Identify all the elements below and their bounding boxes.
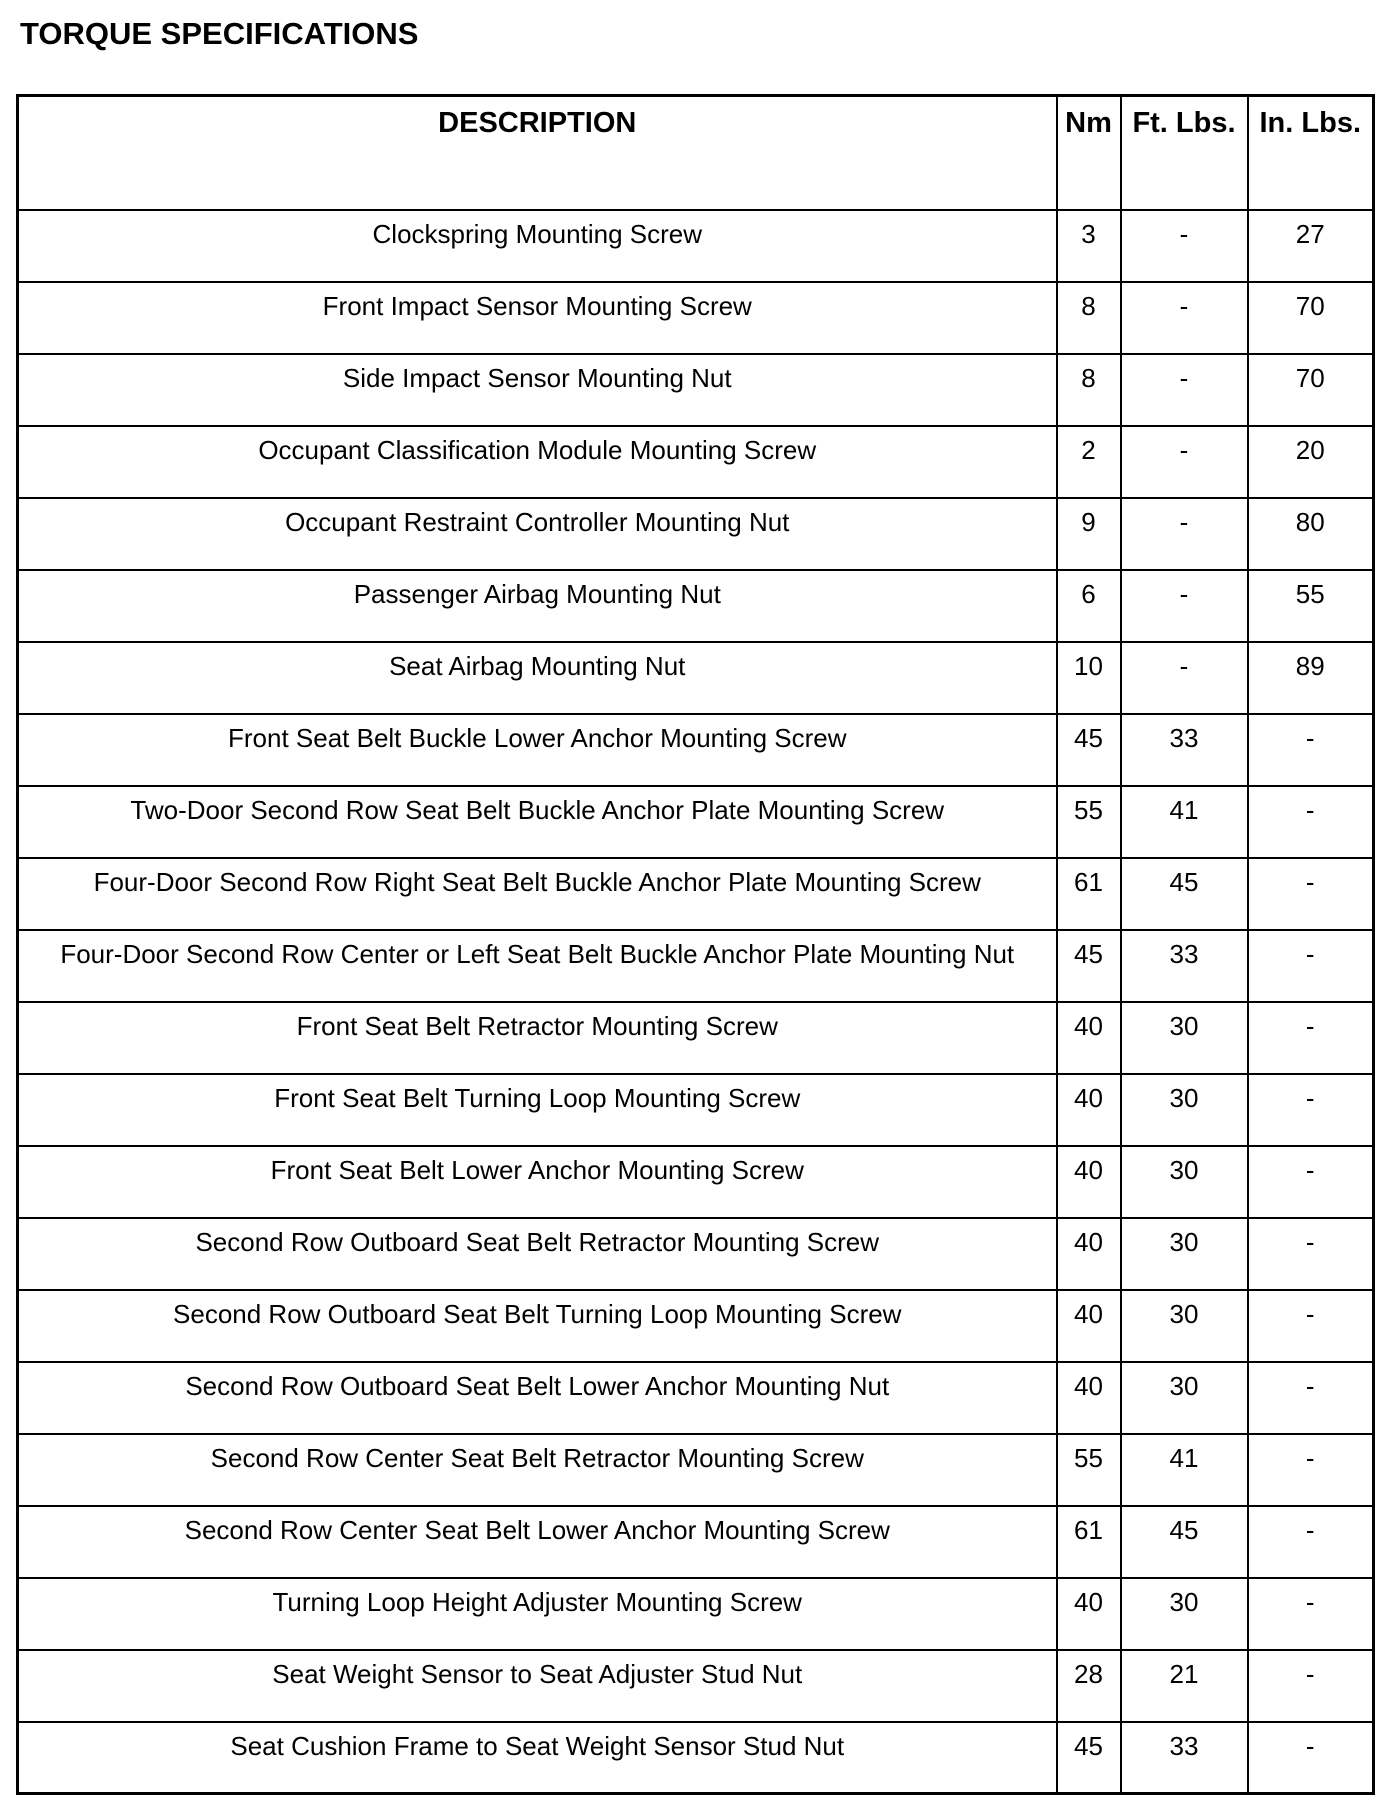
cell-in-lbs: -: [1248, 1146, 1374, 1218]
cell-in-lbs: -: [1248, 714, 1374, 786]
cell-in-lbs: 20: [1248, 426, 1374, 498]
cell-nm: 2: [1057, 426, 1121, 498]
cell-nm: 40: [1057, 1074, 1121, 1146]
cell-description: Second Row Center Seat Belt Lower Anchor Mounting Screw: [18, 1506, 1057, 1578]
cell-description: Second Row Outboard Seat Belt Retractor Mounting Screw: [18, 1218, 1057, 1290]
table-row: [18, 714, 1374, 786]
column-header-in-lbs: In. Lbs.: [1248, 96, 1374, 210]
cell-ft-lbs: -: [1121, 642, 1248, 714]
cell-in-lbs: -: [1248, 1362, 1374, 1434]
cell-ft-lbs: 21: [1121, 1650, 1248, 1722]
cell-nm: 55: [1057, 1434, 1121, 1506]
cell-nm: 8: [1057, 282, 1121, 354]
cell-nm: 10: [1057, 642, 1121, 714]
cell-nm: 61: [1057, 858, 1121, 930]
cell-description: Front Seat Belt Lower Anchor Mounting Screw: [18, 1146, 1057, 1218]
table-row: [18, 786, 1374, 858]
cell-nm: 61: [1057, 1506, 1121, 1578]
cell-in-lbs: -: [1248, 1506, 1374, 1578]
cell-description: Seat Airbag Mounting Nut: [18, 642, 1057, 714]
cell-ft-lbs: 30: [1121, 1218, 1248, 1290]
cell-ft-lbs: 30: [1121, 1362, 1248, 1434]
cell-nm: 28: [1057, 1650, 1121, 1722]
table-row: [18, 642, 1374, 714]
cell-in-lbs: -: [1248, 1434, 1374, 1506]
page-title: TORQUE SPECIFICATIONS: [20, 16, 419, 51]
cell-description: Four-Door Second Row Right Seat Belt Buckle Anchor Plate Mounting Screw: [18, 858, 1057, 930]
cell-in-lbs: -: [1248, 1650, 1374, 1722]
table-header-row: [18, 96, 1374, 210]
table-row: [18, 1578, 1374, 1650]
table-row: [18, 354, 1374, 426]
cell-description: Seat Weight Sensor to Seat Adjuster Stud Nut: [18, 1650, 1057, 1722]
table-row: [18, 282, 1374, 354]
table-row: [18, 1362, 1374, 1434]
cell-nm: 9: [1057, 498, 1121, 570]
table-row: [18, 498, 1374, 570]
cell-description: Second Row Center Seat Belt Retractor Mounting Screw: [18, 1434, 1057, 1506]
cell-in-lbs: -: [1248, 1074, 1374, 1146]
cell-description: Second Row Outboard Seat Belt Lower Anchor Mounting Nut: [18, 1362, 1057, 1434]
cell-nm: 3: [1057, 210, 1121, 282]
cell-ft-lbs: -: [1121, 426, 1248, 498]
torque-spec-table: [16, 94, 1375, 1795]
cell-description: Second Row Outboard Seat Belt Turning Loop Mounting Screw: [18, 1290, 1057, 1362]
cell-ft-lbs: 30: [1121, 1146, 1248, 1218]
cell-description: Front Seat Belt Buckle Lower Anchor Mounting Screw: [18, 714, 1057, 786]
table-row: [18, 1650, 1374, 1722]
cell-ft-lbs: 30: [1121, 1578, 1248, 1650]
cell-in-lbs: 89: [1248, 642, 1374, 714]
table-row: [18, 1290, 1374, 1362]
table-row: [18, 1074, 1374, 1146]
cell-ft-lbs: 33: [1121, 1722, 1248, 1794]
cell-ft-lbs: 30: [1121, 1074, 1248, 1146]
cell-ft-lbs: 45: [1121, 858, 1248, 930]
cell-in-lbs: 27: [1248, 210, 1374, 282]
cell-nm: 8: [1057, 354, 1121, 426]
cell-in-lbs: 70: [1248, 354, 1374, 426]
cell-ft-lbs: -: [1121, 210, 1248, 282]
cell-nm: 40: [1057, 1578, 1121, 1650]
table-row: [18, 930, 1374, 1002]
cell-nm: 40: [1057, 1218, 1121, 1290]
table-row: [18, 858, 1374, 930]
cell-nm: 40: [1057, 1290, 1121, 1362]
cell-description: Occupant Restraint Controller Mounting Nut: [18, 498, 1057, 570]
cell-ft-lbs: -: [1121, 282, 1248, 354]
table-row: [18, 1506, 1374, 1578]
cell-in-lbs: -: [1248, 858, 1374, 930]
cell-in-lbs: -: [1248, 786, 1374, 858]
cell-ft-lbs: 41: [1121, 786, 1248, 858]
column-header-ft-lbs: Ft. Lbs.: [1121, 96, 1248, 210]
cell-description: Passenger Airbag Mounting Nut: [18, 570, 1057, 642]
cell-ft-lbs: -: [1121, 498, 1248, 570]
table-row: [18, 1218, 1374, 1290]
cell-in-lbs: 70: [1248, 282, 1374, 354]
cell-in-lbs: -: [1248, 1290, 1374, 1362]
cell-nm: 45: [1057, 714, 1121, 786]
table-row: [18, 570, 1374, 642]
cell-description: Seat Cushion Frame to Seat Weight Sensor Stud Nut: [18, 1722, 1057, 1794]
cell-ft-lbs: 33: [1121, 930, 1248, 1002]
table-row: [18, 1146, 1374, 1218]
cell-in-lbs: -: [1248, 1722, 1374, 1794]
table-row: [18, 210, 1374, 282]
cell-nm: 6: [1057, 570, 1121, 642]
cell-ft-lbs: -: [1121, 354, 1248, 426]
cell-in-lbs: -: [1248, 1578, 1374, 1650]
cell-description: Clockspring Mounting Screw: [18, 210, 1057, 282]
cell-nm: 40: [1057, 1146, 1121, 1218]
cell-in-lbs: -: [1248, 1002, 1374, 1074]
cell-description: Turning Loop Height Adjuster Mounting Screw: [18, 1578, 1057, 1650]
cell-description: Front Impact Sensor Mounting Screw: [18, 282, 1057, 354]
cell-description: Side Impact Sensor Mounting Nut: [18, 354, 1057, 426]
cell-description: Occupant Classification Module Mounting Screw: [18, 426, 1057, 498]
cell-description: Front Seat Belt Retractor Mounting Screw: [18, 1002, 1057, 1074]
cell-ft-lbs: 41: [1121, 1434, 1248, 1506]
table-row: [18, 426, 1374, 498]
cell-ft-lbs: 33: [1121, 714, 1248, 786]
cell-ft-lbs: 30: [1121, 1290, 1248, 1362]
table-row: [18, 1722, 1374, 1794]
cell-nm: 45: [1057, 930, 1121, 1002]
cell-description: Four-Door Second Row Center or Left Seat Belt Buckle Anchor Plate Mounting Nut: [18, 930, 1057, 1002]
cell-ft-lbs: 30: [1121, 1002, 1248, 1074]
cell-in-lbs: 55: [1248, 570, 1374, 642]
cell-description: Front Seat Belt Turning Loop Mounting Screw: [18, 1074, 1057, 1146]
table-body: [18, 210, 1374, 1794]
cell-nm: 40: [1057, 1002, 1121, 1074]
cell-in-lbs: -: [1248, 1218, 1374, 1290]
table-row: [18, 1002, 1374, 1074]
cell-nm: 45: [1057, 1722, 1121, 1794]
cell-nm: 55: [1057, 786, 1121, 858]
cell-ft-lbs: 45: [1121, 1506, 1248, 1578]
cell-in-lbs: 80: [1248, 498, 1374, 570]
column-header-nm: Nm: [1057, 96, 1121, 210]
table-row: [18, 1434, 1374, 1506]
column-header-description: DESCRIPTION: [18, 96, 1057, 210]
cell-nm: 40: [1057, 1362, 1121, 1434]
cell-ft-lbs: -: [1121, 570, 1248, 642]
cell-in-lbs: -: [1248, 930, 1374, 1002]
cell-description: Two-Door Second Row Seat Belt Buckle Anchor Plate Mounting Screw: [18, 786, 1057, 858]
